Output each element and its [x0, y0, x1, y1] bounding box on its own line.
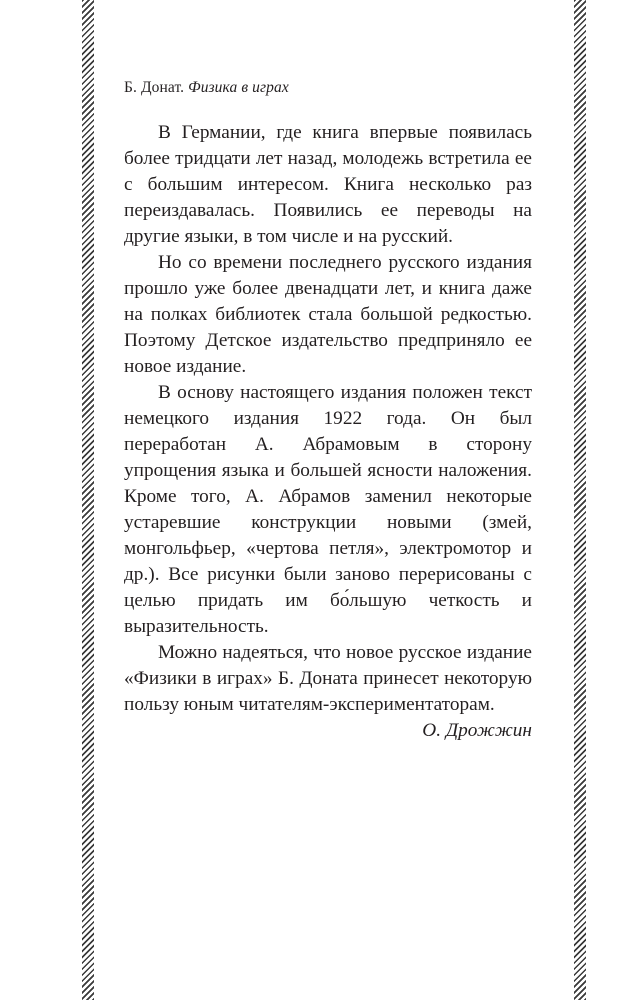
signature: О. Дрожжин	[422, 720, 532, 741]
paragraph: В основу настоящего издания положен текст немецкого издания 1922 года. Он был переработан А. Абрамовым в сторону упрощения языка и большей ясности наложения. Кроме того, А. Абрамов заменил некоторые устаревшие конструкции новыми (змей, монгольфьер, «чертова петля», электромотор и др.). Все рисунки были заново перерисованы с целью придать им бо́льшую четкость и выразительность.	[124, 382, 532, 637]
running-header	[124, 79, 289, 97]
preface-text	[124, 120, 532, 744]
header-book-title: Физика в играх	[188, 79, 289, 96]
paragraph: Но со времени последнего русского издания прошло уже более двенадцати лет, и книга даже на полках библиотек стала большой редкостью. Поэтому Детское издательство предприняло ее новое издание.	[124, 252, 532, 377]
paragraph: Можно надеяться, что новое русское издание «Физики в играх» Б. Доната принесет некоторую пользу юным читателям-экспериментаторам.	[124, 642, 532, 715]
left-hatched-border	[82, 0, 94, 1000]
right-hatched-border	[574, 0, 586, 1000]
header-author: Б. Донат.	[124, 79, 185, 96]
paragraph: В Германии, где книга впервые появилась более тридцати лет назад, молодежь встретила ее с большим интересом. Книга несколько раз переиздавалась. Появились ее переводы на другие языки, в том числе и на русский.	[124, 122, 532, 247]
